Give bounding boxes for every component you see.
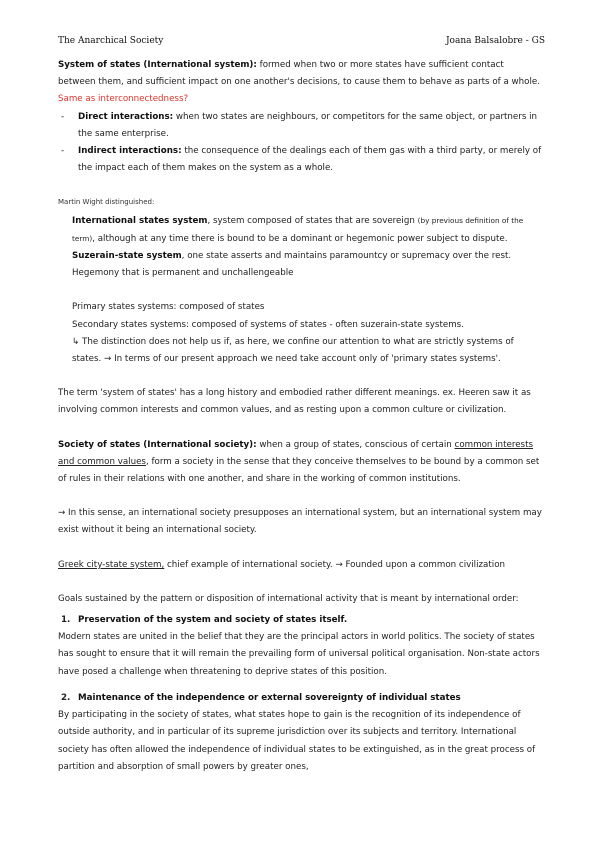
header-title: The Anarchical Society [58,36,164,46]
greek-city-state-paragraph [58,557,542,574]
common-interests-underlined: common interests and common values [58,439,534,467]
wight-suzerain-state-system [58,248,542,282]
society-of-states-text-b: , form a society in the sense that they conceive themselves to be bound by a common set of rules in their relations with one another, and share in the working of common institutions. [58,456,540,485]
system-of-states-title: System of states (International system): [58,60,257,70]
goal-1-number: 1. [61,615,71,626]
goal-2-text: By participating in the society of states, what states hope to gain is the recognition of its independence of outside authority, and in particular of its supreme jurisdiction over its subjects and territory. International society has often allowed the independence of individual states to be extinguished, as in the great process of partition and absorption of small powers by greater ones, [58,710,536,772]
system-of-states-definition [58,57,542,91]
header-author: Joana Balsalobre - GS [445,36,545,46]
bullet-text: the consequence of the dealings each of them gas with a third party, or merely of the impact each of them makes on the system as a whole. [78,146,542,174]
bullet-direct-interactions: - Direct interactions: when two states are neighbours, or competitors for the same object, or partners in the same enterprise. [61,111,538,139]
international-society-presupposes: → In this sense, an international society presupposes an international system, but an international system may exist without it being an international society. [58,508,542,536]
interconnectedness-note: Same as interconnectedness? [58,94,189,105]
bullet-text: when two states are neighbours, or competitors for the same object, or partners in the same enterprise. [78,111,538,139]
bullet-indirect-interactions: - Indirect interactions: the consequence of the dealings each of them gas with a third party, or merely of the impact each of them makes on the system as a whole. [61,146,542,174]
distinction-note: ↳ The distinction does not help us if, as here, we confine our attention to what are strictly systems of states. → In terms of our present approach we need take account only of 'primary states systems'. [72,336,514,365]
greek-city-state-text: chief example of international society. → Founded upon a common civilization [164,559,506,570]
suzerain-state-system-text: , one state asserts and maintains paramountcy or supremacy over the rest. Hegemony that is permanent and unchallengeable [72,251,512,279]
wight-intro: Martin Wight distinguished: [58,198,155,207]
society-of-states-definition [58,437,542,489]
secondary-states-systems: Secondary states systems: composed of systems of states - often suzerain-state systems. [72,319,464,330]
goal-1-heading [58,612,542,629]
intl-states-system-text: , system composed of states that are sovereign [207,215,418,226]
intl-states-system-aside: (by previous definition of the term) [72,215,524,243]
primary-states-systems: Primary states systems: composed of states [72,302,265,313]
intl-states-system-term: International states system [72,215,208,226]
goals-intro: Goals sustained by the pattern or disposition of international activity that is meant by international order: [58,593,519,604]
society-of-states-text-a: when a group of states, conscious of certain [256,439,455,450]
goal-2-number: 2. [61,692,71,703]
bullet-term: Indirect interactions: [78,146,182,157]
suzerain-state-system-term: Suzerain-state system [72,251,182,262]
intl-states-system-text-end: , although at any time there is bound to be a dominant or hegemonic power subject to dispute. [92,233,508,244]
goal-1-title: Preservation of the system and society of states itself. [78,615,348,626]
goal-2-heading [58,690,542,707]
document-body [58,57,542,776]
system-of-states-text: formed when two or more states have sufficient contact between them, and sufficient impact on one another's decisions, to cause them to behave as parts of a whole. [58,60,540,88]
goal-2-title: Maintenance of the independence or external sovereignty of individual states [78,692,461,703]
goal-1-text: Modern states are united in the belief that they are the principal actors in world politics. The society of states has sought to ensure that it will remain the prevailing form of universal political organisation. Non-state actors have posed a challenge when threatening to deprive states of this position. [58,632,540,677]
greek-city-state-underlined: Greek city-state system, [58,559,165,570]
society-of-states-title: Society of states (International society): [58,439,257,450]
system-of-states-term-paragraph: The term 'system of states' has a long history and embodied rather different meanings. ex. Heeren saw it as involving common interests and common values, and as resting upon a common culture or civilization. [58,388,531,416]
wight-intl-states-system [58,212,542,248]
bullet-term: Direct interactions: [78,111,174,122]
